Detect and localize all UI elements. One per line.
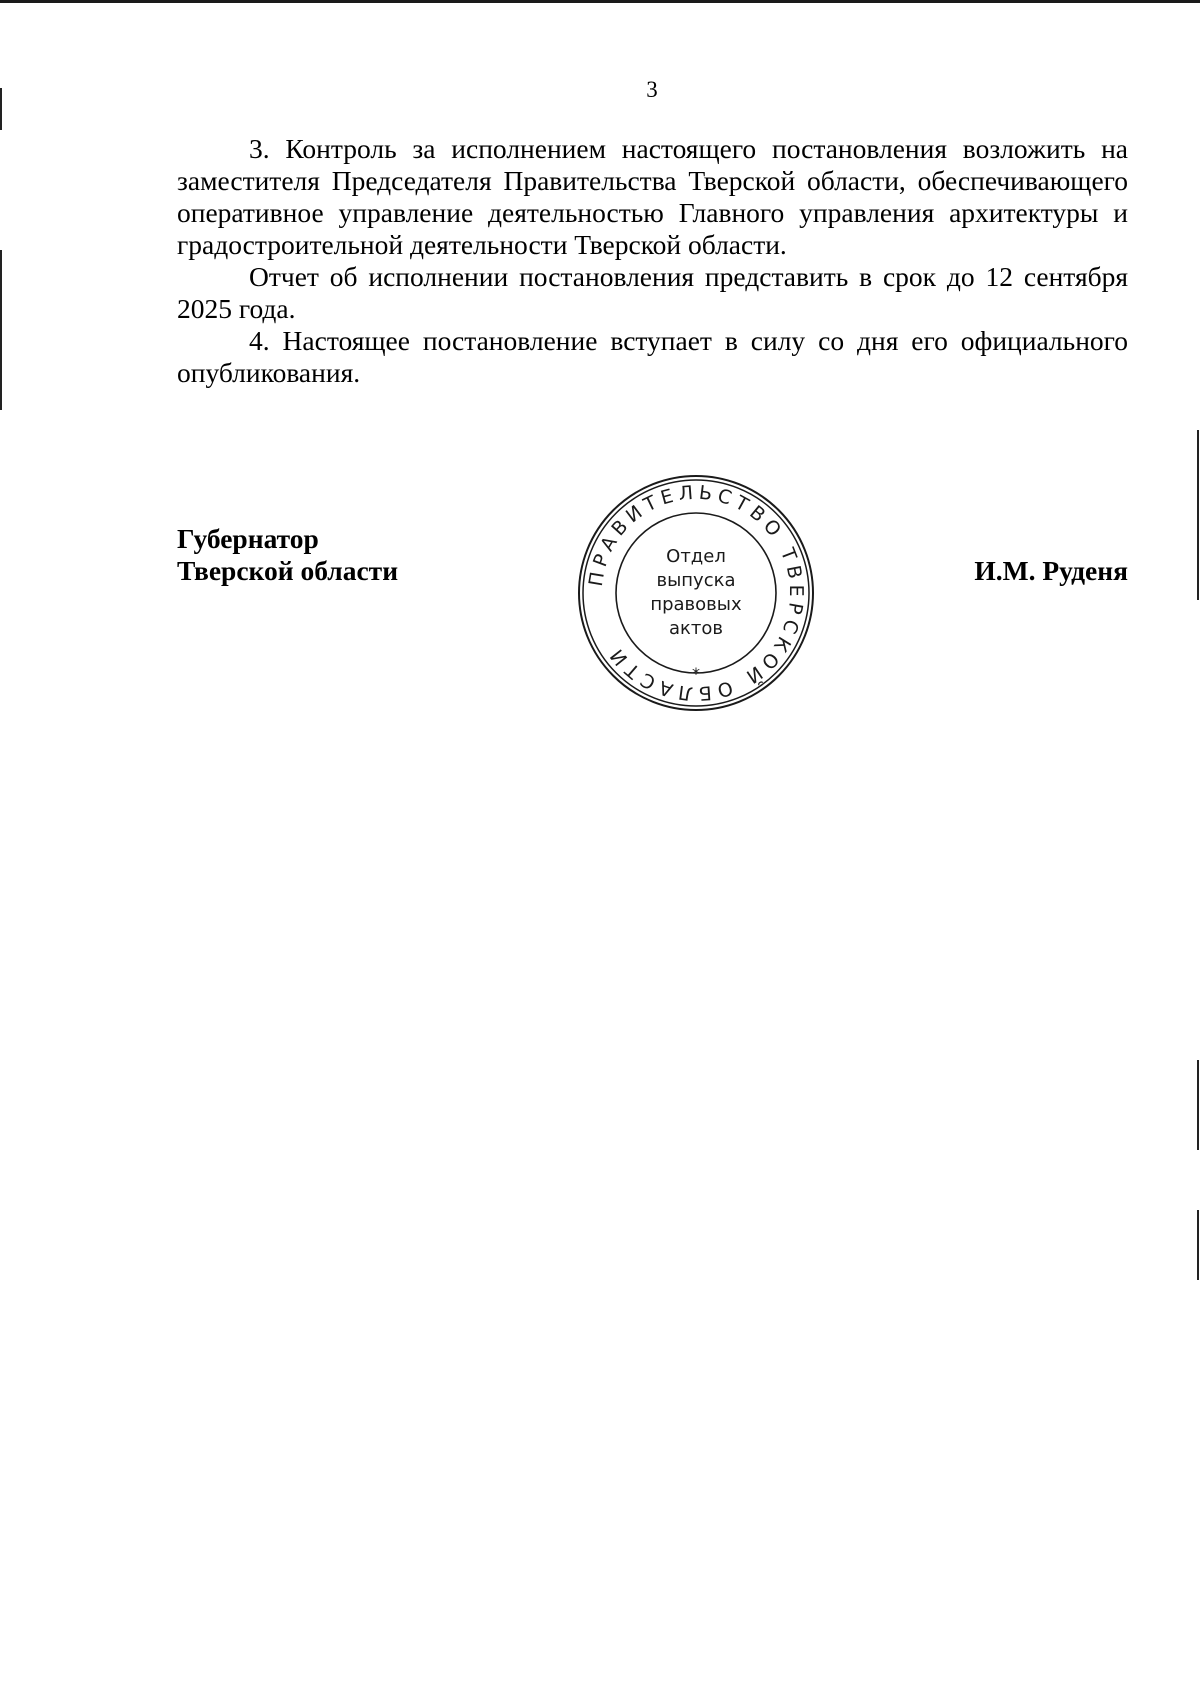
- scan-mark-right-lower: [1197, 1060, 1199, 1150]
- official-seal: [576, 473, 816, 713]
- document-body: [177, 133, 1128, 389]
- scan-mark-right: [1197, 430, 1199, 600]
- seal-center-line1: Отдел: [666, 546, 726, 567]
- seal-center-line4: актов: [668, 618, 724, 639]
- scan-mark-left-lower: [0, 250, 2, 410]
- signatory-title: [177, 523, 398, 587]
- paragraph-control: 3. Контроль за исполнением настоящего постановления возложить на заместителя Председателя Правительства Тверской области, обеспечивающего оперативное управление деятельностью Главного управления архитектуры и градостроительной деятельности Тверской области.: [177, 133, 1128, 260]
- seal-inner-ring: [616, 513, 776, 673]
- seal-center-line2: выпуска: [656, 570, 736, 591]
- signatory-name: И.М. Руденя: [974, 555, 1128, 586]
- paragraph-effective: 4. Настоящее постановление вступает в силу со дня его официального опубликования.: [177, 325, 1128, 388]
- signatory-title-line2: Тверской области: [177, 555, 399, 586]
- page-number: 3: [646, 77, 658, 102]
- scan-mark-right-bottom: [1197, 1210, 1199, 1280]
- paragraph-report: Отчет об исполнении постановления представить в срок до 12 сентября 2025 года.: [177, 261, 1128, 324]
- seal-graphic: [576, 473, 816, 713]
- signatory-title-line1: Губернатор: [177, 523, 319, 554]
- seal-ring-text: ПРАВИТЕЛЬСТВО ТВЕРСКОЙ ОБЛАСТИ: [584, 481, 808, 705]
- scan-top-edge: [0, 0, 1200, 3]
- seal-star: *: [692, 664, 700, 683]
- seal-center-line3: правовых: [650, 594, 742, 615]
